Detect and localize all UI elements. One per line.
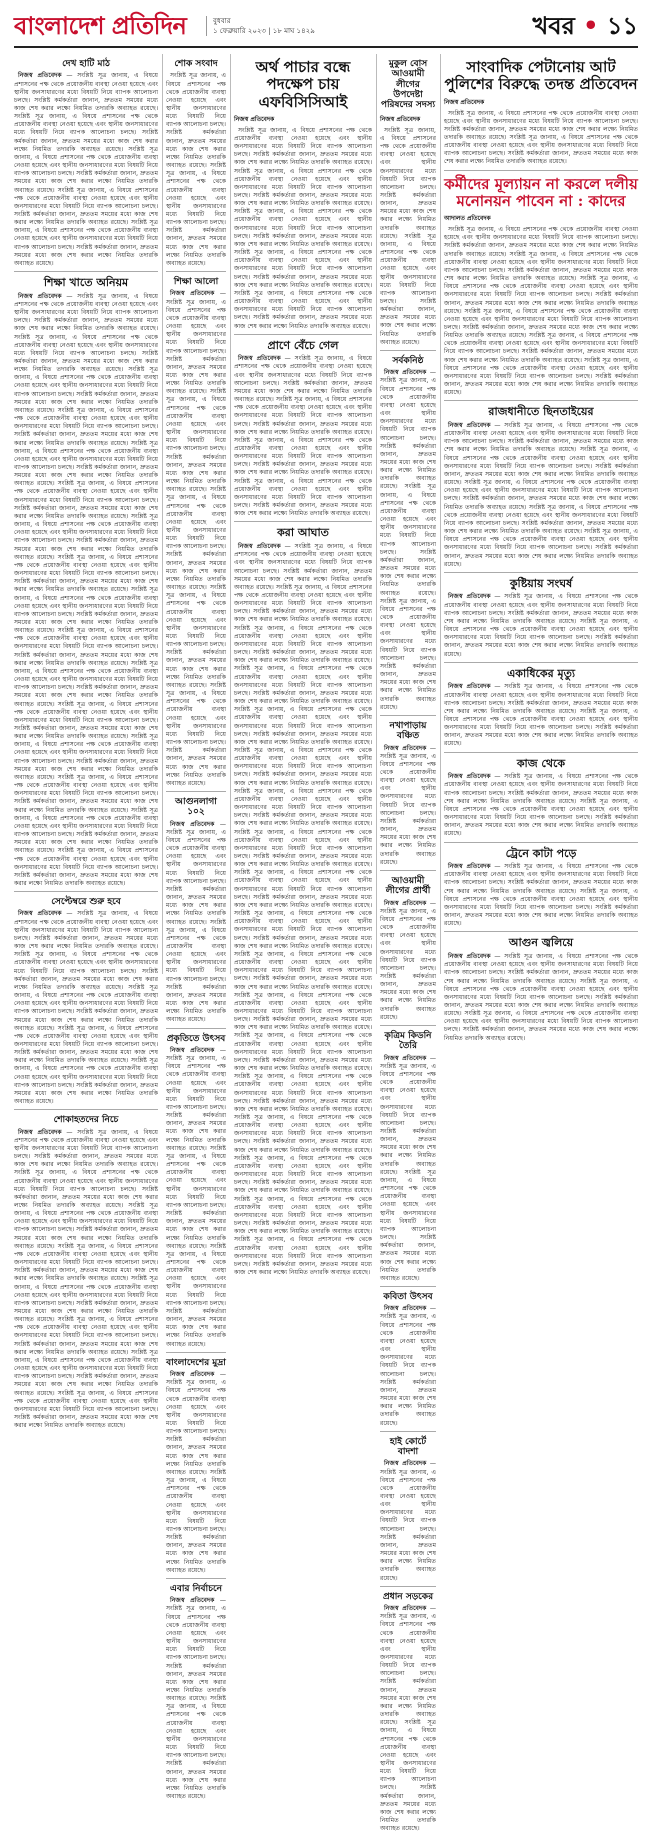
article-dekh-haat [14, 59, 158, 268]
masthead [14, 12, 638, 48]
article-body: নিজস্ব প্রতিবেদক — সংশ্লিষ্ট সূত্র জানায়, এ বিষয়ে প্রশাসনের পক্ষ থেকে প্রয়োজনীয় ব্যবস্থা নেওয়া হয়েছে এবং স্থানীয় জনসাধারণের মধ্যে বিষয়টি নিয়ে ব্যাপক আলোচনা চলছে। সংশ্লিষ্ট কর্মকর্তারা জানান, দ্রুততম সময়ের মধ্যে কাজ শেষ করার লক্ষ্যে নিয়মিত তদারকি অব্যাহত রয়েছে। সংশ্লিষ্ট সূত্র জানায়, এ বিষয়ে প্রশাসনের পক্ষ থেকে প্রয়োজনীয় ব্যবস্থা নেওয়া হয়েছে এবং স্থানীয় জনসাধারণের মধ্যে বিষয়টি নিয়ে ব্যাপক আলোচনা চলছে। সংশ্লিষ্ট কর্মকর্তারা জানান, দ্রুততম সময়ের মধ্যে কাজ শেষ করার লক্ষ্যে নিয়মিত তদারকি অব্যাহত রয়েছে। সংশ্লিষ্ট সূত্র জানায়, এ বিষয়ে প্রশাসনের পক্ষ থেকে প্রয়োজনীয় ব্যবস্থা নেওয়া হয়েছে এবং স্থানীয় জনসাধারণের মধ্যে বিষয়টি নিয়ে ব্যাপক আলোচনা চলছে। সংশ্লিষ্ট কর্মকর্তারা জানান, দ্রুততম সময়ের মধ্যে কাজ শেষ করার লক্ষ্যে নিয়মিত তদারকি অব্যাহত রয়েছে। সংশ্লিষ্ট সূত্র জানায়, এ বিষয়ে প্রশাসনের পক্ষ থেকে প্রয়োজনীয় ব্যবস্থা নেওয়া হয়েছে এবং স্থানীয় জনসাধারণের মধ্যে বিষয়টি নিয়ে ব্যাপক আলোচনা চলছে। সংশ্লিষ্ট কর্মকর্তারা জানান, দ্রুততম সময়ের মধ্যে কাজ শেষ করার লক্ষ্যে নিয়মিত তদারকি অব্যাহত রয়েছে। সংশ্লিষ্ট সূত্র জানায়, এ বিষয়ে প্রশাসনের পক্ষ থেকে প্রয়োজনীয় ব্যবস্থা নেওয়া হয়েছে এবং স্থানীয় জনসাধারণের মধ্যে বিষয়টি নিয়ে ব্যাপক আলোচনা চলছে। সংশ্লিষ্ট কর্মকর্তারা জানান, দ্রুততম সময়ের মধ্যে কাজ শেষ করার লক্ষ্যে নিয়মিত তদারকি অব্যাহত রয়েছে। [14, 910, 159, 1106]
article-pradhan [380, 1592, 436, 1833]
divider [380, 715, 436, 716]
article-body: নিজস্ব প্রতিবেদক — সংশ্লিষ্ট সূত্র জানায়, এ বিষয়ে প্রশাসনের পক্ষ থেকে প্রয়োজনীয় ব্যবস্থা নেওয়া হয়েছে এবং স্থানীয় জনসাধারণের মধ্যে বিষয়টি নিয়ে ব্যাপক আলোচনা চলছে। সংশ্লিষ্ট কর্মকর্তারা জানান, দ্রুততম সময়ের মধ্যে কাজ শেষ করার লক্ষ্যে নিয়মিত তদারকি অব্যাহত রয়েছে। সংশ্লিষ্ট সূত্র জানায়, এ বিষয়ে প্রশাসনের পক্ষ থেকে প্রয়োজনীয় ব্যবস্থা নেওয়া হয়েছে এবং স্থানীয় জনসাধারণের মধ্যে বিষয়টি নিয়ে ব্যাপক আলোচনা চলছে। সংশ্লিষ্ট কর্মকর্তারা জানান, দ্রুততম সময়ের মধ্যে কাজ শেষ করার লক্ষ্যে নিয়মিত তদারকি অব্যাহত রয়েছে। সংশ্লিষ্ট সূত্র জানায়, এ বিষয়ে প্রশাসনের পক্ষ থেকে প্রয়োজনীয় ব্যবস্থা নেওয়া হয়েছে এবং স্থানীয় জনসাধারণের মধ্যে বিষয়টি নিয়ে ব্যাপক আলোচনা চলছে। সংশ্লিষ্ট কর্মকর্তারা জানান, দ্রুততম সময়ের মধ্যে কাজ শেষ করার লক্ষ্যে নিয়মিত তদারকি অব্যাহত রয়েছে। সংশ্লিষ্ট সূত্র জানায়, এ বিষয়ে প্রশাসনের পক্ষ থেকে প্রয়োজনীয় ব্যবস্থা নেওয়া হয়েছে এবং স্থানীয় জনসাধারণের মধ্যে বিষয়টি নিয়ে ব্যাপক আলোচনা চলছে। সংশ্লিষ্ট কর্মকর্তারা জানান, দ্রুততম সময়ের মধ্যে কাজ শেষ করার লক্ষ্যে নিয়মিত তদারকি অব্যাহত রয়েছে। সংশ্লিষ্ট সূত্র জানায়, এ বিষয়ে প্রশাসনের পক্ষ থেকে প্রয়োজনীয় ব্যবস্থা নেওয়া হয়েছে এবং স্থানীয় জনসাধারণের মধ্যে বিষয়টি নিয়ে ব্যাপক আলোচনা চলছে। সংশ্লিষ্ট কর্মকর্তারা জানান, দ্রুততম সময়ের মধ্যে কাজ শেষ করার লক্ষ্যে নিয়মিত তদারকি অব্যাহত রয়েছে। সংশ্লিষ্ট সূত্র জানায়, এ বিষয়ে প্রশাসনের পক্ষ থেকে প্রয়োজনীয় ব্যবস্থা নেওয়া হয়েছে এবং স্থানীয় জনসাধারণের মধ্যে বিষয়টি নিয়ে ব্যাপক আলোচনা চলছে। সংশ্লিষ্ট কর্মকর্তারা জানান, দ্রুততম সময়ের মধ্যে কাজ শেষ করার লক্ষ্যে নিয়মিত তদারকি অব্যাহত রয়েছে। সংশ্লিষ্ট সূত্র জানায়, এ বিষয়ে প্রশাসনের পক্ষ থেকে প্রয়োজনীয় ব্যবস্থা নেওয়া হয়েছে এবং স্থানীয় জনসাধারণের মধ্যে বিষয়টি নিয়ে ব্যাপক আলোচনা চলছে। সংশ্লিষ্ট কর্মকর্তারা জানান, দ্রুততম সময়ের মধ্যে কাজ শেষ করার লক্ষ্যে নিয়মিত তদারকি অব্যাহত রয়েছে। সংশ্লিষ্ট সূত্র জানায়, এ বিষয়ে প্রশাসনের পক্ষ থেকে প্রয়োজনীয় ব্যবস্থা নেওয়া হয়েছে এবং স্থানীয় জনসাধারণের মধ্যে বিষয়টি নিয়ে ব্যাপক আলোচনা চলছে। সংশ্লিষ্ট কর্মকর্তারা জানান, দ্রুততম সময়ের মধ্যে কাজ শেষ করার লক্ষ্যে নিয়মিত তদারকি অব্যাহত রয়েছে। সংশ্লিষ্ট সূত্র জানায়, এ বিষয়ে প্রশাসনের পক্ষ থেকে প্রয়োজনীয় ব্যবস্থা নেওয়া হয়েছে এবং স্থানীয় জনসাধারণের মধ্যে বিষয়টি নিয়ে ব্যাপক আলোচনা চলছে। সংশ্লিষ্ট কর্মকর্তারা জানান, দ্রুততম সময়ের মধ্যে কাজ শেষ করার লক্ষ্যে নিয়মিত তদারকি অব্যাহত রয়েছে। সংশ্লিষ্ট সূত্র জানায়, এ বিষয়ে প্রশাসনের পক্ষ থেকে প্রয়োজনীয় ব্যবস্থা নেওয়া হয়েছে এবং স্থানীয় জনসাধারণের মধ্যে বিষয়টি নিয়ে ব্যাপক আলোচনা চলছে। সংশ্লিষ্ট কর্মকর্তারা জানান, দ্রুততম সময়ের মধ্যে কাজ শেষ করার লক্ষ্যে নিয়মিত তদারকি অব্যাহত রয়েছে। সংশ্লিষ্ট সূত্র জানায়, এ বিষয়ে প্রশাসনের পক্ষ থেকে প্রয়োজনীয় ব্যবস্থা নেওয়া হয়েছে এবং স্থানীয় জনসাধারণের মধ্যে বিষয়টি নিয়ে ব্যাপক আলোচনা চলছে। সংশ্লিষ্ট কর্মকর্তারা জানান, দ্রুততম সময়ের মধ্যে কাজ শেষ করার লক্ষ্যে নিয়মিত তদারকি অব্যাহত রয়েছে। সংশ্লিষ্ট সূত্র জানায়, এ বিষয়ে প্রশাসনের পক্ষ থেকে প্রয়োজনীয় ব্যবস্থা নেওয়া হয়েছে এবং স্থানীয় জনসাধারণের মধ্যে বিষয়টি নিয়ে ব্যাপক আলোচনা চলছে। সংশ্লিষ্ট কর্মকর্তারা জানান, দ্রুততম সময়ের মধ্যে কাজ শেষ করার লক্ষ্যে নিয়মিত তদারকি অব্যাহত রয়েছে। সংশ্লিষ্ট সূত্র জানায়, এ বিষয়ে প্রশাসনের পক্ষ থেকে প্রয়োজনীয় ব্যবস্থা নেওয়া হয়েছে এবং স্থানীয় জনসাধারণের মধ্যে বিষয়টি নিয়ে ব্যাপক আলোচনা চলছে। সংশ্লিষ্ট কর্মকর্তারা জানান, দ্রুততম সময়ের মধ্যে কাজ শেষ করার লক্ষ্যে নিয়মিত তদারকি অব্যাহত রয়েছে। সংশ্লিষ্ট সূত্র জানায়, এ বিষয়ে প্রশাসনের পক্ষ থেকে প্রয়োজনীয় ব্যবস্থা নেওয়া হয়েছে এবং স্থানীয় জনসাধারণের মধ্যে বিষয়টি নিয়ে ব্যাপক আলোচনা চলছে। সংশ্লিষ্ট কর্মকর্তারা জানান, দ্রুততম সময়ের মধ্যে কাজ শেষ করার লক্ষ্যে নিয়মিত তদারকি অব্যাহত রয়েছে। সংশ্লিষ্ট সূত্র জানায়, এ বিষয়ে প্রশাসনের পক্ষ থেকে প্রয়োজনীয় ব্যবস্থা নেওয়া হয়েছে এবং স্থানীয় জনসাধারণের মধ্যে বিষয়টি নিয়ে ব্যাপক আলোচনা চলছে। সংশ্লিষ্ট কর্মকর্তারা জানান, দ্রুততম সময়ের মধ্যে কাজ শেষ করার লক্ষ্যে নিয়মিত তদারকি অব্যাহত রয়েছে। সংশ্লিষ্ট সূত্র জানায়, এ বিষয়ে প্রশাসনের পক্ষ থেকে প্রয়োজনীয় ব্যবস্থা নেওয়া হয়েছে এবং স্থানীয় জনসাধারণের মধ্যে বিষয়টি নিয়ে ব্যাপক আলোচনা চলছে। সংশ্লিষ্ট কর্মকর্তারা জানান, দ্রুততম সময়ের মধ্যে কাজ শেষ করার লক্ষ্যে নিয়মিত তদারকি অব্যাহত রয়েছে। সংশ্লিষ্ট সূত্র জানায়, এ বিষয়ে প্রশাসনের পক্ষ থেকে প্রয়োজনীয় ব্যবস্থা নেওয়া হয়েছে এবং স্থানীয় জনসাধারণের মধ্যে বিষয়টি নিয়ে ব্যাপক আলোচনা চলছে। সংশ্লিষ্ট কর্মকর্তারা জানান, দ্রুততম সময়ের মধ্যে কাজ শেষ করার লক্ষ্যে নিয়মিত তদারকি অব্যাহত রয়েছে। সংশ্লিষ্ট সূত্র জানায়, এ বিষয়ে প্রশাসনের পক্ষ থেকে প্রয়োজনীয় ব্যবস্থা নেওয়া হয়েছে এবং স্থানীয় জনসাধারণের মধ্যে বিষয়টি নিয়ে ব্যাপক আলোচনা চলছে। সংশ্লিষ্ট কর্মকর্তারা জানান, দ্রুততম সময়ের মধ্যে কাজ শেষ করার লক্ষ্যে নিয়মিত তদারকি অব্যাহত রয়েছে। [234, 543, 373, 1276]
newspaper-logo: বাংলাদেশ প্রতিদিন [14, 11, 187, 40]
divider [380, 1586, 436, 1587]
article-body: নিজস্ব প্রতিবেদক — সংশ্লিষ্ট সূত্র জানায়, এ বিষয়ে প্রশাসনের পক্ষ থেকে প্রয়োজনীয় ব্যবস্থা নেওয়া হয়েছে এবং স্থানীয় জনসাধারণের মধ্যে বিষয়টি নিয়ে ব্যাপক আলোচনা চলছে। সংশ্লিষ্ট কর্মকর্তারা জানান, দ্রুততম সময়ের মধ্যে কাজ শেষ করার লক্ষ্যে নিয়মিত তদারকি অব্যাহত রয়েছে। সংশ্লিষ্ট সূত্র জানায়, এ বিষয়ে প্রশাসনের পক্ষ থেকে প্রয়োজনীয় ব্যবস্থা নেওয়া হয়েছে এবং স্থানীয় জনসাধারণের মধ্যে বিষয়টি নিয়ে ব্যাপক আলোচনা চলছে। সংশ্লিষ্ট কর্মকর্তারা জানান, দ্রুততম সময়ের মধ্যে কাজ শেষ করার লক্ষ্যে নিয়মিত তদারকি অব্যাহত রয়েছে। [166, 1371, 226, 1574]
article-headline: কুষ্টিয়ায় সংঘর্ষ [509, 576, 573, 590]
column-rule [440, 54, 441, 974]
divider [14, 271, 158, 272]
article-lead [234, 59, 372, 331]
article-shikkha-alo [166, 277, 226, 788]
article-body: নিজস্ব প্রতিবেদক — সংশ্লিষ্ট সূত্র জানায়, এ বিষয়ে প্রশাসনের পক্ষ থেকে প্রয়োজনীয় ব্যবস্থা নেওয়া হয়েছে এবং স্থানীয় জনসাধারণের মধ্যে বিষয়টি নিয়ে ব্যাপক আলোচনা চলছে। সংশ্লিষ্ট কর্মকর্তারা জানান, দ্রুততম সময়ের মধ্যে কাজ শেষ করার লক্ষ্যে নিয়মিত তদারকি অব্যাহত রয়েছে। [380, 1305, 436, 1427]
article-headline: সর্বকনিষ্ঠ [392, 355, 424, 366]
article-sangbadik [444, 59, 638, 167]
article-headline: প্রকৃতিতে উৎসব [166, 1033, 226, 1044]
article-body: নিজস্ব প্রতিবেদক — সংশ্লিষ্ট সূত্র জানায়, এ বিষয়ে প্রশাসনের পক্ষ থেকে প্রয়োজনীয় ব্যবস্থা নেওয়া হয়েছে এবং স্থানীয় জনসাধারণের মধ্যে বিষয়টি নিয়ে ব্যাপক আলোচনা চলছে। সংশ্লিষ্ট কর্মকর্তারা জানান, দ্রুততম সময়ের মধ্যে কাজ শেষ করার লক্ষ্যে নিয়মিত তদারকি অব্যাহত রয়েছে। [380, 744, 436, 866]
article-prokriti [166, 1034, 226, 1349]
article-rajdhani [444, 406, 638, 568]
article-body: নিজস্ব প্রতিবেদক — সংশ্লিষ্ট সূত্র জানায়, এ বিষয়ে প্রশাসনের পক্ষ থেকে প্রয়োজনীয় ব্যবস্থা নেওয়া হয়েছে এবং স্থানীয় জনসাধারণের মধ্যে বিষয়টি নিয়ে ব্যাপক আলোচনা চলছে। সংশ্লিষ্ট কর্মকর্তারা জানান, দ্রুততম সময়ের মধ্যে কাজ শেষ করার লক্ষ্যে নিয়মিত তদারকি অব্যাহত রয়েছে। সংশ্লিষ্ট সূত্র জানায়, এ বিষয়ে প্রশাসনের পক্ষ থেকে প্রয়োজনীয় ব্যবস্থা নেওয়া হয়েছে এবং স্থানীয় জনসাধারণের মধ্যে বিষয়টি নিয়ে ব্যাপক আলোচনা চলছে। সংশ্লিষ্ট কর্মকর্তারা জানান, দ্রুততম সময়ের মধ্যে কাজ শেষ করার লক্ষ্যে নিয়মিত তদারকি অব্যাহত রয়েছে। [380, 1605, 436, 1833]
article-headline: ট্রেনে কাটা পড়ে [505, 846, 577, 860]
divider [380, 1431, 436, 1432]
column-4 [380, 54, 436, 1833]
divider [444, 662, 638, 663]
article-aagunlagno [166, 797, 226, 1025]
divider [444, 752, 638, 753]
article-body: নিজস্ব প্রতিবেদক — সংশ্লিষ্ট সূত্র জানায়, এ বিষয়ে প্রশাসনের পক্ষ থেকে প্রয়োজনীয় ব্যবস্থা নেওয়া হয়েছে এবং স্থানীয় জনসাধারণের মধ্যে বিষয়টি নিয়ে ব্যাপক আলোচনা চলছে। সংশ্লিষ্ট কর্মকর্তারা জানান, দ্রুততম সময়ের মধ্যে কাজ শেষ করার লক্ষ্যে নিয়মিত তদারকি অব্যাহত রয়েছে। সংশ্লিষ্ট সূত্র জানায়, এ বিষয়ে প্রশাসনের পক্ষ থেকে প্রয়োজনীয় ব্যবস্থা নেওয়া হয়েছে এবং স্থানীয় জনসাধারণের মধ্যে বিষয়টি নিয়ে ব্যাপক আলোচনা চলছে। সংশ্লিষ্ট কর্মকর্তারা জানান, দ্রুততম সময়ের মধ্যে কাজ শেষ করার লক্ষ্যে নিয়মিত তদারকি অব্যাহত রয়েছে। সংশ্লিষ্ট সূত্র জানায়, এ বিষয়ে প্রশাসনের পক্ষ থেকে প্রয়োজনীয় ব্যবস্থা নেওয়া হয়েছে এবং স্থানীয় জনসাধারণের মধ্যে বিষয়টি নিয়ে ব্যাপক আলোচনা চলছে। সংশ্লিষ্ট কর্মকর্তারা জানান, দ্রুততম সময়ের মধ্যে কাজ শেষ করার লক্ষ্যে নিয়মিত তদারকি অব্যাহত রয়েছে। সংশ্লিষ্ট সূত্র জানায়, এ বিষয়ে প্রশাসনের পক্ষ থেকে প্রয়োজনীয় ব্যবস্থা নেওয়া হয়েছে এবং স্থানীয় জনসাধারণের মধ্যে বিষয়টি নিয়ে ব্যাপক আলোচনা চলছে। সংশ্লিষ্ট কর্মকর্তারা জানান, দ্রুততম সময়ের মধ্যে কাজ শেষ করার লক্ষ্যে নিয়মিত তদারকি অব্যাহত রয়েছে। সংশ্লিষ্ট সূত্র জানায়, এ বিষয়ে প্রশাসনের পক্ষ থেকে প্রয়োজনীয় ব্যবস্থা নেওয়া হয়েছে এবং স্থানীয় জনসাধারণের মধ্যে বিষয়টি নিয়ে ব্যাপক আলোচনা চলছে। সংশ্লিষ্ট কর্মকর্তারা জানান, দ্রুততম সময়ের মধ্যে কাজ শেষ করার লক্ষ্যে নিয়মিত তদারকি অব্যাহত রয়েছে। [166, 290, 226, 787]
article-byline: নিজস্ব প্রতিবেদক [380, 115, 421, 123]
divider [166, 271, 226, 272]
article-kritrim [380, 1031, 436, 1283]
article-headline: দেখ হাটি মাঠ [62, 59, 110, 69]
article-headline: করা আঘাত [277, 526, 329, 540]
issue-date-text: ১ ফেব্রুয়ারি ২০২৩ | ১৮ মাঘ ১৪২৯ [213, 27, 315, 35]
divider [380, 870, 436, 871]
article-kora-aghat [234, 527, 372, 1277]
divider [380, 350, 436, 351]
article-body: নিজস্ব প্রতিবেদক — সংশ্লিষ্ট সূত্র জানায়, এ বিষয়ে প্রশাসনের পক্ষ থেকে প্রয়োজনীয় ব্যবস্থা নেওয়া হয়েছে এবং স্থানীয় জনসাধারণের মধ্যে বিষয়টি নিয়ে ব্যাপক আলোচনা চলছে। সংশ্লিষ্ট কর্মকর্তারা জানান, দ্রুততম সময়ের মধ্যে কাজ শেষ করার লক্ষ্যে নিয়মিত তদারকি অব্যাহত রয়েছে। সংশ্লিষ্ট সূত্র জানায়, এ বিষয়ে প্রশাসনের পক্ষ থেকে প্রয়োজনীয় ব্যবস্থা নেওয়া হয়েছে এবং স্থানীয় জনসাধারণের মধ্যে বিষয়টি নিয়ে ব্যাপক আলোচনা চলছে। সংশ্লিষ্ট কর্মকর্তারা জানান, দ্রুততম সময়ের মধ্যে কাজ শেষ করার লক্ষ্যে নিয়মিত তদারকি অব্যাহত রয়েছে। সংশ্লিষ্ট সূত্র জানায়, এ বিষয়ে প্রশাসনের পক্ষ থেকে প্রয়োজনীয় ব্যবস্থা নেওয়া হয়েছে এবং স্থানীয় জনসাধারণের মধ্যে বিষয়টি নিয়ে ব্যাপক আলোচনা চলছে। সংশ্লিষ্ট কর্মকর্তারা জানান, দ্রুততম সময়ের মধ্যে কাজ শেষ করার লক্ষ্যে নিয়মিত তদারকি অব্যাহত রয়েছে। সংশ্লিষ্ট সূত্র জানায়, এ বিষয়ে প্রশাসনের পক্ষ থেকে প্রয়োজনীয় ব্যবস্থা নেওয়া হয়েছে এবং স্থানীয় জনসাধারণের মধ্যে বিষয়টি নিয়ে ব্যাপক আলোচনা চলছে। সংশ্লিষ্ট কর্মকর্তারা জানান, দ্রুততম সময়ের মধ্যে কাজ শেষ করার লক্ষ্যে নিয়মিত তদারকি অব্যাহত রয়েছে। সংশ্লিষ্ট সূত্র জানায়, এ বিষয়ে প্রশাসনের পক্ষ থেকে প্রয়োজনীয় ব্যবস্থা নেওয়া হয়েছে এবং স্থানীয় জনসাধারণের মধ্যে বিষয়টি নিয়ে ব্যাপক আলোচনা চলছে। সংশ্লিষ্ট কর্মকর্তারা জানান, দ্রুততম সময়ের মধ্যে কাজ শেষ করার লক্ষ্যে নিয়মিত তদারকি অব্যাহত রয়েছে। [444, 422, 639, 568]
divider [14, 891, 158, 892]
column-5 [444, 54, 639, 1042]
article-bangladesh-mudra [166, 1358, 226, 1575]
issue-day: বুধবার [213, 17, 231, 25]
article-body: নিজস্ব প্রতিবেদক — সংশ্লিষ্ট সূত্র জানায়, এ বিষয়ে প্রশাসনের পক্ষ থেকে প্রয়োজনীয় ব্যবস্থা নেওয়া হয়েছে এবং স্থানীয় জনসাধারণের মধ্যে বিষয়টি নিয়ে ব্যাপক আলোচনা চলছে। সংশ্লিষ্ট কর্মকর্তারা জানান, দ্রুততম সময়ের মধ্যে কাজ শেষ করার লক্ষ্যে নিয়মিত তদারকি অব্যাহত রয়েছে। সংশ্লিষ্ট সূত্র জানায়, এ বিষয়ে প্রশাসনের পক্ষ থেকে প্রয়োজনীয় ব্যবস্থা নেওয়া হয়েছে এবং স্থানীয় জনসাধারণের মধ্যে বিষয়টি নিয়ে ব্যাপক আলোচনা চলছে। সংশ্লিষ্ট কর্মকর্তারা জানান, দ্রুততম সময়ের মধ্যে কাজ শেষ করার লক্ষ্যে নিয়মিত তদারকি অব্যাহত রয়েছে। [380, 1054, 436, 1282]
article-body: নিজস্ব প্রতিবেদক — সংশ্লিষ্ট সূত্র জানায়, এ বিষয়ে প্রশাসনের পক্ষ থেকে প্রয়োজনীয় ব্যবস্থা নেওয়া হয়েছে এবং স্থানীয় জনসাধারণের মধ্যে বিষয়টি নিয়ে ব্যাপক আলোচনা চলছে। সংশ্লিষ্ট কর্মকর্তারা জানান, দ্রুততম সময়ের মধ্যে কাজ শেষ করার লক্ষ্যে নিয়মিত তদারকি অব্যাহত রয়েছে। সংশ্লিষ্ট সূত্র জানায়, এ বিষয়ে প্রশাসনের পক্ষ থেকে প্রয়োজনীয় ব্যবস্থা নেওয়া হয়েছে এবং স্থানীয় জনসাধারণের মধ্যে বিষয়টি নিয়ে ব্যাপক আলোচনা চলছে। সংশ্লিষ্ট কর্মকর্তারা জানান, দ্রুততম সময়ের মধ্যে কাজ শেষ করার লক্ষ্যে নিয়মিত তদারকি অব্যাহত রয়েছে। [444, 683, 639, 748]
article-byline: নিজস্ব প্রতিবেদক [444, 98, 485, 106]
article-shoksovay [14, 1115, 158, 1430]
column-2 [166, 54, 226, 1801]
section-title [532, 12, 638, 40]
column-3 [234, 54, 373, 1276]
article-shikkha [14, 277, 158, 888]
divider [444, 572, 638, 573]
divider [166, 1352, 226, 1353]
divider [444, 400, 638, 401]
article-body: সংশ্লিষ্ট সূত্র জানায়, এ বিষয়ে প্রশাসনের পক্ষ থেকে প্রয়োজনীয় ব্যবস্থা নেওয়া হয়েছে এবং স্থানীয় জনসাধারণের মধ্যে বিষয়টি নিয়ে ব্যাপক আলোচনা চলছে। সংশ্লিষ্ট কর্মকর্তারা জানান, দ্রুততম সময়ের মধ্যে কাজ শেষ করার লক্ষ্যে নিয়মিত তদারকি অব্যাহত রয়েছে। সংশ্লিষ্ট সূত্র জানায়, এ বিষয়ে প্রশাসনের পক্ষ থেকে প্রয়োজনীয় ব্যবস্থা নেওয়া হয়েছে এবং স্থানীয় জনসাধারণের মধ্যে বিষয়টি নিয়ে ব্যাপক আলোচনা চলছে। সংশ্লিষ্ট কর্মকর্তারা জানান, দ্রুততম সময়ের মধ্যে কাজ শেষ করার লক্ষ্যে নিয়মিত তদারকি অব্যাহত রয়েছে। [444, 109, 639, 166]
article-body: নিজস্ব প্রতিবেদক — সংশ্লিষ্ট সূত্র জানায়, এ বিষয়ে প্রশাসনের পক্ষ থেকে প্রয়োজনীয় ব্যবস্থা নেওয়া হয়েছে এবং স্থানীয় জনসাধারণের মধ্যে বিষয়টি নিয়ে ব্যাপক আলোচনা চলছে। সংশ্লিষ্ট কর্মকর্তারা জানান, দ্রুততম সময়ের মধ্যে কাজ শেষ করার লক্ষ্যে নিয়মিত তদারকি অব্যাহত রয়েছে। [380, 1460, 436, 1582]
issue-date [206, 16, 315, 36]
article-headline: কবিতা উৎসব [383, 1291, 433, 1302]
divider [380, 1286, 436, 1287]
article-sarkari [380, 356, 436, 712]
divider [14, 1109, 158, 1110]
divider [380, 1025, 436, 1026]
column-rule [162, 54, 163, 974]
article-body: নিজস্ব প্রতিবেদক — সংশ্লিষ্ট সূত্র জানায়, এ বিষয়ে প্রশাসনের পক্ষ থেকে প্রয়োজনীয় ব্যবস্থা নেওয়া হয়েছে এবং স্থানীয় জনসাধারণের মধ্যে বিষয়টি নিয়ে ব্যাপক আলোচনা চলছে। সংশ্লিষ্ট কর্মকর্তারা জানান, দ্রুততম সময়ের মধ্যে কাজ শেষ করার লক্ষ্যে নিয়মিত তদারকি অব্যাহত রয়েছে। সংশ্লিষ্ট সূত্র জানায়, এ বিষয়ে প্রশাসনের পক্ষ থেকে প্রয়োজনীয় ব্যবস্থা নেওয়া হয়েছে এবং স্থানীয় জনসাধারণের মধ্যে বিষয়টি নিয়ে ব্যাপক আলোচনা চলছে। সংশ্লিষ্ট কর্মকর্তারা জানান, দ্রুততম সময়ের মধ্যে কাজ শেষ করার লক্ষ্যে নিয়মিত তদারকি অব্যাহত রয়েছে। সংশ্লিষ্ট সূত্র জানায়, এ বিষয়ে প্রশাসনের পক্ষ থেকে প্রয়োজনীয় ব্যবস্থা নেওয়া হয়েছে এবং স্থানীয় জনসাধারণের মধ্যে বিষয়টি নিয়ে ব্যাপক আলোচনা চলছে। সংশ্লিষ্ট কর্মকর্তারা জানান, দ্রুততম সময়ের মধ্যে কাজ শেষ করার লক্ষ্যে নিয়মিত তদারকি অব্যাহত রয়েছে। সংশ্লিষ্ট সূত্র জানায়, এ বিষয়ে প্রশাসনের পক্ষ থেকে প্রয়োজনীয় ব্যবস্থা নেওয়া হয়েছে এবং স্থানীয় জনসাধারণের মধ্যে বিষয়টি নিয়ে ব্যাপক আলোচনা চলছে। সংশ্লিষ্ট কর্মকর্তারা জানান, দ্রুততম সময়ের মধ্যে কাজ শেষ করার লক্ষ্যে নিয়মিত তদারকি অব্যাহত রয়েছে। সংশ্লিষ্ট সূত্র জানায়, এ বিষয়ে প্রশাসনের পক্ষ থেকে প্রয়োজনীয় ব্যবস্থা নেওয়া হয়েছে এবং স্থানীয় জনসাধারণের মধ্যে বিষয়টি নিয়ে ব্যাপক আলোচনা চলছে। সংশ্লিষ্ট কর্মকর্তারা জানান, দ্রুততম সময়ের মধ্যে কাজ শেষ করার লক্ষ্যে নিয়মিত তদারকি অব্যাহত রয়েছে। সংশ্লিষ্ট সূত্র জানায়, এ বিষয়ে প্রশাসনের পক্ষ থেকে প্রয়োজনীয় ব্যবস্থা নেওয়া হয়েছে এবং স্থানীয় জনসাধারণের মধ্যে বিষয়টি নিয়ে ব্যাপক আলোচনা চলছে। সংশ্লিষ্ট কর্মকর্তারা জানান, দ্রুততম সময়ের মধ্যে কাজ শেষ করার লক্ষ্যে নিয়মিত তদারকি অব্যাহত রয়েছে। সংশ্লিষ্ট সূত্র জানায়, এ বিষয়ে প্রশাসনের পক্ষ থেকে প্রয়োজনীয় ব্যবস্থা নেওয়া হয়েছে এবং স্থানীয় জনসাধারণের মধ্যে বিষয়টি নিয়ে ব্যাপক আলোচনা চলছে। সংশ্লিষ্ট কর্মকর্তারা জানান, দ্রুততম সময়ের মধ্যে কাজ শেষ করার লক্ষ্যে নিয়মিত তদারকি অব্যাহত রয়েছে। সংশ্লিষ্ট সূত্র জানায়, এ বিষয়ে প্রশাসনের পক্ষ থেকে প্রয়োজনীয় ব্যবস্থা নেওয়া হয়েছে এবং স্থানীয় জনসাধারণের মধ্যে বিষয়টি নিয়ে ব্যাপক আলোচনা চলছে। সংশ্লিষ্ট কর্মকর্তারা জানান, দ্রুততম সময়ের মধ্যে কাজ শেষ করার লক্ষ্যে নিয়মিত তদারকি অব্যাহত রয়েছে। সংশ্লিষ্ট সূত্র জানায়, এ বিষয়ে প্রশাসনের পক্ষ থেকে প্রয়োজনীয় ব্যবস্থা নেওয়া হয়েছে এবং স্থানীয় জনসাধারণের মধ্যে বিষয়টি নিয়ে ব্যাপক আলোচনা চলছে। সংশ্লিষ্ট কর্মকর্তারা জানান, দ্রুততম সময়ের মধ্যে কাজ শেষ করার লক্ষ্যে নিয়মিত তদারকি অব্যাহত রয়েছে। সংশ্লিষ্ট সূত্র জানায়, এ বিষয়ে প্রশাসনের পক্ষ থেকে প্রয়োজনীয় ব্যবস্থা নেওয়া হয়েছে এবং স্থানীয় জনসাধারণের মধ্যে বিষয়টি নিয়ে ব্যাপক আলোচনা চলছে। সংশ্লিষ্ট কর্মকর্তারা জানান, দ্রুততম সময়ের মধ্যে কাজ শেষ করার লক্ষ্যে নিয়মিত তদারকি অব্যাহত রয়েছে। সংশ্লিষ্ট সূত্র জানায়, এ বিষয়ে প্রশাসনের পক্ষ থেকে প্রয়োজনীয় ব্যবস্থা নেওয়া হয়েছে এবং স্থানীয় জনসাধারণের মধ্যে বিষয়টি নিয়ে ব্যাপক আলোচনা চলছে। সংশ্লিষ্ট কর্মকর্তারা জানান, দ্রুততম সময়ের মধ্যে কাজ শেষ করার লক্ষ্যে নিয়মিত তদারকি অব্যাহত রয়েছে। সংশ্লিষ্ট সূত্র জানায়, এ বিষয়ে প্রশাসনের পক্ষ থেকে প্রয়োজনীয় ব্যবস্থা নেওয়া হয়েছে এবং স্থানীয় জনসাধারণের মধ্যে বিষয়টি নিয়ে ব্যাপক আলোচনা চলছে। সংশ্লিষ্ট কর্মকর্তারা জানান, দ্রুততম সময়ের মধ্যে কাজ শেষ করার লক্ষ্যে নিয়মিত তদারকি অব্যাহত রয়েছে। সংশ্লিষ্ট সূত্র জানায়, এ বিষয়ে প্রশাসনের পক্ষ থেকে প্রয়োজনীয় ব্যবস্থা নেওয়া হয়েছে এবং স্থানীয় জনসাধারণের মধ্যে বিষয়টি নিয়ে ব্যাপক আলোচনা চলছে। সংশ্লিষ্ট কর্মকর্তারা জানান, দ্রুততম সময়ের মধ্যে কাজ শেষ করার লক্ষ্যে নিয়মিত তদারকি অব্যাহত রয়েছে। সংশ্লিষ্ট সূত্র জানায়, এ বিষয়ে প্রশাসনের পক্ষ থেকে প্রয়োজনীয় ব্যবস্থা নেওয়া হয়েছে এবং স্থানীয় জনসাধারণের মধ্যে বিষয়টি নিয়ে ব্যাপক আলোচনা চলছে। সংশ্লিষ্ট কর্মকর্তারা জানান, দ্রুততম সময়ের মধ্যে কাজ শেষ করার লক্ষ্যে নিয়মিত তদারকি অব্যাহত রয়েছে। সংশ্লিষ্ট সূত্র জানায়, এ বিষয়ে প্রশাসনের পক্ষ থেকে প্রয়োজনীয় ব্যবস্থা নেওয়া হয়েছে এবং স্থানীয় জনসাধারণের মধ্যে বিষয়টি নিয়ে ব্যাপক আলোচনা চলছে। সংশ্লিষ্ট কর্মকর্তারা জানান, দ্রুততম সময়ের মধ্যে কাজ শেষ করার লক্ষ্যে নিয়মিত তদারকি অব্যাহত রয়েছে। সংশ্লিষ্ট সূত্র জানায়, এ বিষয়ে প্রশাসনের পক্ষ থেকে প্রয়োজনীয় ব্যবস্থা নেওয়া হয়েছে এবং স্থানীয় জনসাধারণের মধ্যে বিষয়টি নিয়ে ব্যাপক আলোচনা চলছে। সংশ্লিষ্ট কর্মকর্তারা জানান, দ্রুততম সময়ের মধ্যে কাজ শেষ করার লক্ষ্যে নিয়মিত তদারকি অব্যাহত রয়েছে। [14, 292, 159, 887]
article-kuptithe [444, 578, 638, 659]
divider [444, 170, 638, 171]
article-kader [444, 176, 638, 398]
article-pranbhumi [234, 340, 372, 519]
article-body: নিজস্ব প্রতিবেদক — সংশ্লিষ্ট সূত্র জানায়, এ বিষয়ে প্রশাসনের পক্ষ থেকে প্রয়োজনীয় ব্যবস্থা নেওয়া হয়েছে এবং স্থানীয় জনসাধারণের মধ্যে বিষয়টি নিয়ে ব্যাপক আলোচনা চলছে। সংশ্লিষ্ট কর্মকর্তারা জানান, দ্রুততম সময়ের মধ্যে কাজ শেষ করার লক্ষ্যে নিয়মিত তদারকি অব্যাহত রয়েছে। সংশ্লিষ্ট সূত্র জানায়, এ বিষয়ে প্রশাসনের পক্ষ থেকে প্রয়োজনীয় ব্যবস্থা নেওয়া হয়েছে এবং স্থানীয় জনসাধারণের মধ্যে বিষয়টি নিয়ে ব্যাপক আলোচনা চলছে। সংশ্লিষ্ট কর্মকর্তারা জানান, দ্রুততম সময়ের মধ্যে কাজ শেষ করার লক্ষ্যে নিয়মিত তদারকি অব্যাহত রয়েছে। সংশ্লিষ্ট সূত্র জানায়, এ বিষয়ে প্রশাসনের পক্ষ থেকে প্রয়োজনীয় ব্যবস্থা নেওয়া হয়েছে এবং স্থানীয় জনসাধারণের মধ্যে বিষয়টি নিয়ে ব্যাপক আলোচনা চলছে। সংশ্লিষ্ট কর্মকর্তারা জানান, দ্রুততম সময়ের মধ্যে কাজ শেষ করার লক্ষ্যে নিয়মিত তদারকি অব্যাহত রয়েছে। সংশ্লিষ্ট সূত্র জানায়, এ বিষয়ে প্রশাসনের পক্ষ থেকে প্রয়োজনীয় ব্যবস্থা নেওয়া হয়েছে এবং স্থানীয় জনসাধারণের মধ্যে বিষয়টি নিয়ে ব্যাপক আলোচনা চলছে। সংশ্লিষ্ট কর্মকর্তারা জানান, দ্রুততম সময়ের মধ্যে কাজ শেষ করার লক্ষ্যে নিয়মিত তদারকি অব্যাহত রয়েছে। সংশ্লিষ্ট সূত্র জানায়, এ বিষয়ে প্রশাসনের পক্ষ থেকে প্রয়োজনীয় ব্যবস্থা নেওয়া হয়েছে এবং স্থানীয় জনসাধারণের মধ্যে বিষয়টি নিয়ে ব্যাপক আলোচনা চলছে। সংশ্লিষ্ট কর্মকর্তারা জানান, দ্রুততম সময়ের মধ্যে কাজ শেষ করার লক্ষ্যে নিয়মিত তদারকি অব্যাহত রয়েছে। সংশ্লিষ্ট সূত্র জানায়, এ বিষয়ে প্রশাসনের পক্ষ থেকে প্রয়োজনীয় ব্যবস্থা নেওয়া হয়েছে এবং স্থানীয় জনসাধারণের মধ্যে বিষয়টি নিয়ে ব্যাপক আলোচনা চলছে। সংশ্লিষ্ট কর্মকর্তারা জানান, দ্রুততম সময়ের মধ্যে কাজ শেষ করার লক্ষ্যে নিয়মিত তদারকি অব্যাহত রয়েছে। সংশ্লিষ্ট সূত্র জানায়, এ বিষয়ে প্রশাসনের পক্ষ থেকে প্রয়োজনীয় ব্যবস্থা নেওয়া হয়েছে এবং স্থানীয় জনসাধারণের মধ্যে বিষয়টি নিয়ে ব্যাপক আলোচনা চলছে। সংশ্লিষ্ট কর্মকর্তারা জানান, দ্রুততম সময়ের মধ্যে কাজ শেষ করার লক্ষ্যে নিয়মিত তদারকি অব্যাহত রয়েছে। সংশ্লিষ্ট সূত্র জানায়, এ বিষয়ে প্রশাসনের পক্ষ থেকে প্রয়োজনীয় ব্যবস্থা নেওয়া হয়েছে এবং স্থানীয় জনসাধারণের মধ্যে বিষয়টি নিয়ে ব্যাপক আলোচনা চলছে। সংশ্লিষ্ট কর্মকর্তারা জানান, দ্রুততম সময়ের মধ্যে কাজ শেষ করার লক্ষ্যে নিয়মিত তদারকি অব্যাহত রয়েছে। [14, 1128, 159, 1430]
article-ebar-nirbachon [166, 1584, 226, 1801]
article-body: নিজস্ব প্রতিবেদক — সংশ্লিষ্ট সূত্র জানায়, এ বিষয়ে প্রশাসনের পক্ষ থেকে প্রয়োজনীয় ব্যবস্থা নেওয়া হয়েছে এবং স্থানীয় জনসাধারণের মধ্যে বিষয়টি নিয়ে ব্যাপক আলোচনা চলছে। সংশ্লিষ্ট কর্মকর্তারা জানান, দ্রুততম সময়ের মধ্যে কাজ শেষ করার লক্ষ্যে নিয়মিত তদারকি অব্যাহত রয়েছে। সংশ্লিষ্ট সূত্র জানায়, এ বিষয়ে প্রশাসনের পক্ষ থেকে প্রয়োজনীয় ব্যবস্থা নেওয়া হয়েছে এবং স্থানীয় জনসাধারণের মধ্যে বিষয়টি নিয়ে ব্যাপক আলোচনা চলছে। সংশ্লিষ্ট কর্মকর্তারা জানান, দ্রুততম সময়ের মধ্যে কাজ শেষ করার লক্ষ্যে নিয়মিত তদারকি অব্যাহত রয়েছে। [444, 593, 639, 658]
article-mukul [380, 59, 436, 347]
article-body: নিজস্ব প্রতিবেদক — সংশ্লিষ্ট সূত্র জানায়, এ বিষয়ে প্রশাসনের পক্ষ থেকে প্রয়োজনীয় ব্যবস্থা নেওয়া হয়েছে এবং স্থানীয় জনসাধারণের মধ্যে বিষয়টি নিয়ে ব্যাপক আলোচনা চলছে। সংশ্লিষ্ট কর্মকর্তারা জানান, দ্রুততম সময়ের মধ্যে কাজ শেষ করার লক্ষ্যে নিয়মিত তদারকি অব্যাহত রয়েছে। সংশ্লিষ্ট সূত্র জানায়, এ বিষয়ে প্রশাসনের পক্ষ থেকে প্রয়োজনীয় ব্যবস্থা নেওয়া হয়েছে এবং স্থানীয় জনসাধারণের মধ্যে বিষয়টি নিয়ে ব্যাপক আলোচনা চলছে। সংশ্লিষ্ট কর্মকর্তারা জানান, দ্রুততম সময়ের মধ্যে কাজ শেষ করার লক্ষ্যে নিয়মিত তদারকি অব্যাহত রয়েছে। সংশ্লিষ্ট সূত্র জানায়, এ বিষয়ে প্রশাসনের পক্ষ থেকে প্রয়োজনীয় ব্যবস্থা নেওয়া হয়েছে এবং স্থানীয় জনসাধারণের মধ্যে বিষয়টি নিয়ে ব্যাপক আলোচনা চলছে। সংশ্লিষ্ট কর্মকর্তারা জানান, দ্রুততম সময়ের মধ্যে কাজ শেষ করার লক্ষ্যে নিয়মিত তদারকি অব্যাহত রয়েছে। [444, 953, 639, 1042]
article-headline: সেপ্টেম্বরে শুরু হবে [51, 897, 121, 908]
article-trene-kata [444, 848, 638, 929]
column-rule [376, 54, 377, 974]
article-sanlagna [14, 897, 158, 1106]
article-body: নিজস্ব প্রতিবেদক — সংশ্লিষ্ট সূত্র জানায়, এ বিষয়ে প্রশাসনের পক্ষ থেকে প্রয়োজনীয় ব্যবস্থা নেওয়া হয়েছে এবং স্থানীয় জনসাধারণের মধ্যে বিষয়টি নিয়ে ব্যাপক আলোচনা চলছে। সংশ্লিষ্ট কর্মকর্তারা জানান, দ্রুততম সময়ের মধ্যে কাজ শেষ করার লক্ষ্যে নিয়মিত তদারকি অব্যাহত রয়েছে। সংশ্লিষ্ট সূত্র জানায়, এ বিষয়ে প্রশাসনের পক্ষ থেকে প্রয়োজনীয় ব্যবস্থা নেওয়া হয়েছে এবং স্থানীয় জনসাধারণের মধ্যে বিষয়টি নিয়ে ব্যাপক আলোচনা চলছে। সংশ্লিষ্ট কর্মকর্তারা জানান, দ্রুততম সময়ের মধ্যে কাজ শেষ করার লক্ষ্যে নিয়মিত তদারকি অব্যাহত রয়েছে। সংশ্লিষ্ট সূত্র জানায়, এ বিষয়ে প্রশাসনের পক্ষ থেকে প্রয়োজনীয় ব্যবস্থা নেওয়া হয়েছে এবং স্থানীয় জনসাধারণের মধ্যে বিষয়টি নিয়ে ব্যাপক আলোচনা চলছে। সংশ্লিষ্ট কর্মকর্তারা জানান, দ্রুততম সময়ের মধ্যে কাজ শেষ করার লক্ষ্যে নিয়মিত তদারকি অব্যাহত রয়েছে। সংশ্লিষ্ট সূত্র জানায়, এ বিষয়ে প্রশাসনের পক্ষ থেকে প্রয়োজনীয় ব্যবস্থা নেওয়া হয়েছে এবং স্থানীয় জনসাধারণের মধ্যে বিষয়টি নিয়ে ব্যাপক আলোচনা চলছে। সংশ্লিষ্ট কর্মকর্তারা জানান, দ্রুততম সময়ের মধ্যে কাজ শেষ করার লক্ষ্যে নিয়মিত তদারকি অব্যাহত রয়েছে। [234, 355, 373, 518]
article-headline: শোকাহতদের নিচে [53, 1115, 119, 1126]
article-byline: আদালত প্রতিবেদক [444, 215, 491, 223]
article-body: নিজস্ব প্রতিবেদক — সংশ্লিষ্ট সূত্র জানায়, এ বিষয়ে প্রশাসনের পক্ষ থেকে প্রয়োজনীয় ব্যবস্থা নেওয়া হয়েছে এবং স্থানীয় জনসাধারণের মধ্যে বিষয়টি নিয়ে ব্যাপক আলোচনা চলছে। সংশ্লিষ্ট কর্মকর্তারা জানান, দ্রুততম সময়ের মধ্যে কাজ শেষ করার লক্ষ্যে নিয়মিত তদারকি অব্যাহত রয়েছে। সংশ্লিষ্ট সূত্র জানায়, এ বিষয়ে প্রশাসনের পক্ষ থেকে প্রয়োজনীয় ব্যবস্থা নেওয়া হয়েছে এবং স্থানীয় জনসাধারণের মধ্যে বিষয়টি নিয়ে ব্যাপক আলোচনা চলছে। সংশ্লিষ্ট কর্মকর্তারা জানান, দ্রুততম সময়ের মধ্যে কাজ শেষ করার লক্ষ্যে নিয়মিত তদারকি অব্যাহত রয়েছে। সংশ্লিষ্ট সূত্র জানায়, এ বিষয়ে প্রশাসনের পক্ষ থেকে প্রয়োজনীয় ব্যবস্থা নেওয়া হয়েছে এবং স্থানীয় জনসাধারণের মধ্যে বিষয়টি নিয়ে ব্যাপক আলোচনা চলছে। সংশ্লিষ্ট কর্মকর্তারা জানান, দ্রুততম সময়ের মধ্যে কাজ শেষ করার লক্ষ্যে নিয়মিত তদারকি অব্যাহত রয়েছে। [380, 369, 436, 711]
article-headline: শিক্ষা খাতে অনিয়ম [43, 276, 129, 290]
article-headline: শোক সংবাদ [174, 59, 218, 69]
article-headline: সাংবাদিক পেটানোয় আট পুলিশের বিরুদ্ধে তদন্ত প্রতিবেদন [444, 58, 638, 94]
article-awami-prarthi [380, 876, 436, 1022]
article-body: নিজস্ব প্রতিবেদক — সংশ্লিষ্ট সূত্র জানায়, এ বিষয়ে প্রশাসনের পক্ষ থেকে প্রয়োজনীয় ব্যবস্থা নেওয়া হয়েছে এবং স্থানীয় জনসাধারণের মধ্যে বিষয়টি নিয়ে ব্যাপক আলোচনা চলছে। সংশ্লিষ্ট কর্মকর্তারা জানান, দ্রুততম সময়ের মধ্যে কাজ শেষ করার লক্ষ্যে নিয়মিত তদারকি অব্যাহত রয়েছে। সংশ্লিষ্ট সূত্র জানায়, এ বিষয়ে প্রশাসনের পক্ষ থেকে প্রয়োজনীয় ব্যবস্থা নেওয়া হয়েছে এবং স্থানীয় জনসাধারণের মধ্যে বিষয়টি নিয়ে ব্যাপক আলোচনা চলছে। সংশ্লিষ্ট কর্মকর্তারা জানান, দ্রুততম সময়ের মধ্যে কাজ শেষ করার লক্ষ্যে নিয়মিত তদারকি অব্যাহত রয়েছে। সংশ্লিষ্ট সূত্র জানায়, এ বিষয়ে প্রশাসনের পক্ষ থেকে প্রয়োজনীয় ব্যবস্থা নেওয়া হয়েছে এবং স্থানীয় জনসাধারণের মধ্যে বিষয়টি নিয়ে ব্যাপক আলোচনা চলছে। সংশ্লিষ্ট কর্মকর্তারা জানান, দ্রুততম সময়ের মধ্যে কাজ শেষ করার লক্ষ্যে নিয়মিত তদারকি অব্যাহত রয়েছে। [166, 1046, 226, 1348]
divider [444, 842, 638, 843]
article-body: নিজস্ব প্রতিবেদক — সংশ্লিষ্ট সূত্র জানায়, এ বিষয়ে প্রশাসনের পক্ষ থেকে প্রয়োজনীয় ব্যবস্থা নেওয়া হয়েছে এবং স্থানীয় জনসাধারণের মধ্যে বিষয়টি নিয়ে ব্যাপক আলোচনা চলছে। সংশ্লিষ্ট কর্মকর্তারা জানান, দ্রুততম সময়ের মধ্যে কাজ শেষ করার লক্ষ্যে নিয়মিত তদারকি অব্যাহত রয়েছে। [380, 899, 436, 1021]
article-body: নিজস্ব প্রতিবেদক — সংশ্লিষ্ট সূত্র জানায়, এ বিষয়ে প্রশাসনের পক্ষ থেকে প্রয়োজনীয় ব্যবস্থা নেওয়া হয়েছে এবং স্থানীয় জনসাধারণের মধ্যে বিষয়টি নিয়ে ব্যাপক আলোচনা চলছে। সংশ্লিষ্ট কর্মকর্তারা জানান, দ্রুততম সময়ের মধ্যে কাজ শেষ করার লক্ষ্যে নিয়মিত তদারকি অব্যাহত রয়েছে। সংশ্লিষ্ট সূত্র জানায়, এ বিষয়ে প্রশাসনের পক্ষ থেকে প্রয়োজনীয় ব্যবস্থা নেওয়া হয়েছে এবং স্থানীয় জনসাধারণের মধ্যে বিষয়টি নিয়ে ব্যাপক আলোচনা চলছে। সংশ্লিষ্ট কর্মকর্তারা জানান, দ্রুততম সময়ের মধ্যে কাজ শেষ করার লক্ষ্যে নিয়মিত তদারকি অব্যাহত রয়েছে। [444, 863, 639, 928]
article-headline: বাংলাদেশের মুদ্রা [166, 1357, 226, 1368]
divider [166, 791, 226, 792]
article-body: নিজস্ব প্রতিবেদক — সংশ্লিষ্ট সূত্র জানায়, এ বিষয়ে প্রশাসনের পক্ষ থেকে প্রয়োজনীয় ব্যবস্থা নেওয়া হয়েছে এবং স্থানীয় জনসাধারণের মধ্যে বিষয়টি নিয়ে ব্যাপক আলোচনা চলছে। সংশ্লিষ্ট কর্মকর্তারা জানান, দ্রুততম সময়ের মধ্যে কাজ শেষ করার লক্ষ্যে নিয়মিত তদারকি অব্যাহত রয়েছে। সংশ্লিষ্ট সূত্র জানায়, এ বিষয়ে প্রশাসনের পক্ষ থেকে প্রয়োজনীয় ব্যবস্থা নেওয়া হয়েছে এবং স্থানীয় জনসাধারণের মধ্যে বিষয়টি নিয়ে ব্যাপক আলোচনা চলছে। সংশ্লিষ্ট কর্মকর্তারা জানান, দ্রুততম সময়ের মধ্যে কাজ শেষ করার লক্ষ্যে নিয়মিত তদারকি অব্যাহত রয়েছে। [166, 1597, 226, 1801]
article-headline: কাজ থেকে [516, 756, 566, 770]
article-headline: কর্মীদের মূল্যায়ন না করলে দলীয় মনোনয়ন পাবেন না : কাদের [444, 174, 638, 210]
article-headline: আগুনলাগা ১০২ [175, 796, 217, 818]
article-headline: প্রাণে বেঁচে গেল [267, 338, 339, 352]
article-headline: রাজধানীতে ছিনতাইয়ের [488, 405, 594, 419]
article-body: সংশ্লিষ্ট সূত্র জানায়, এ বিষয়ে প্রশাসনের পক্ষ থেকে প্রয়োজনীয় ব্যবস্থা নেওয়া হয়েছে এবং স্থানীয় জনসাধারণের মধ্যে বিষয়টি নিয়ে ব্যাপক আলোচনা চলছে। সংশ্লিষ্ট কর্মকর্তারা জানান, দ্রুততম সময়ের মধ্যে কাজ শেষ করার লক্ষ্যে নিয়মিত তদারকি অব্যাহত রয়েছে। সংশ্লিষ্ট সূত্র জানায়, এ বিষয়ে প্রশাসনের পক্ষ থেকে প্রয়োজনীয় ব্যবস্থা নেওয়া হয়েছে এবং স্থানীয় জনসাধারণের মধ্যে বিষয়টি নিয়ে ব্যাপক আলোচনা চলছে। সংশ্লিষ্ট কর্মকর্তারা জানান, দ্রুততম সময়ের মধ্যে কাজ শেষ করার লক্ষ্যে নিয়মিত তদারকি অব্যাহত রয়েছে। সংশ্লিষ্ট সূত্র জানায়, এ বিষয়ে প্রশাসনের পক্ষ থেকে প্রয়োজনীয় ব্যবস্থা নেওয়া হয়েছে এবং স্থানীয় জনসাধারণের মধ্যে বিষয়টি নিয়ে ব্যাপক আলোচনা চলছে। সংশ্লিষ্ট কর্মকর্তারা জানান, দ্রুততম সময়ের মধ্যে কাজ শেষ করার লক্ষ্যে নিয়মিত তদারকি অব্যাহত রয়েছে। সংশ্লিষ্ট সূত্র জানায়, এ বিষয়ে প্রশাসনের পক্ষ থেকে প্রয়োজনীয় ব্যবস্থা নেওয়া হয়েছে এবং স্থানীয় জনসাধারণের মধ্যে বিষয়টি নিয়ে ব্যাপক আলোচনা চলছে। সংশ্লিষ্ট কর্মকর্তারা জানান, দ্রুততম সময়ের মধ্যে কাজ শেষ করার লক্ষ্যে নিয়মিত তদারকি অব্যাহত রয়েছে। সংশ্লিষ্ট সূত্র জানায়, এ বিষয়ে প্রশাসনের পক্ষ থেকে প্রয়োজনীয় ব্যবস্থা নেওয়া হয়েছে এবং স্থানীয় জনসাধারণের মধ্যে বিষয়টি নিয়ে ব্যাপক আলোচনা চলছে। সংশ্লিষ্ট কর্মকর্তারা জানান, দ্রুততম সময়ের মধ্যে কাজ শেষ করার লক্ষ্যে নিয়মিত তদারকি অব্যাহত রয়েছে। [234, 126, 372, 330]
article-headline: একাধিকের মৃত্যু [506, 666, 576, 680]
article-body: নিজস্ব প্রতিবেদক — সংশ্লিষ্ট সূত্র জানায়, এ বিষয়ে প্রশাসনের পক্ষ থেকে প্রয়োজনীয় ব্যবস্থা নেওয়া হয়েছে এবং স্থানীয় জনসাধারণের মধ্যে বিষয়টি নিয়ে ব্যাপক আলোচনা চলছে। সংশ্লিষ্ট কর্মকর্তারা জানান, দ্রুততম সময়ের মধ্যে কাজ শেষ করার লক্ষ্যে নিয়মিত তদারকি অব্যাহত রয়েছে। সংশ্লিষ্ট সূত্র জানায়, এ বিষয়ে প্রশাসনের পক্ষ থেকে প্রয়োজনীয় ব্যবস্থা নেওয়া হয়েছে এবং স্থানীয় জনসাধারণের মধ্যে বিষয়টি নিয়ে ব্যাপক আলোচনা চলছে। সংশ্লিষ্ট কর্মকর্তারা জানান, দ্রুততম সময়ের মধ্যে কাজ শেষ করার লক্ষ্যে নিয়মিত তদারকি অব্যাহত রয়েছে। সংশ্লিষ্ট সূত্র জানায়, এ বিষয়ে প্রশাসনের পক্ষ থেকে প্রয়োজনীয় ব্যবস্থা নেওয়া হয়েছে এবং স্থানীয় জনসাধারণের মধ্যে বিষয়টি নিয়ে ব্যাপক আলোচনা চলছে। সংশ্লিষ্ট কর্মকর্তারা জানান, দ্রুততম সময়ের মধ্যে কাজ শেষ করার লক্ষ্যে নিয়মিত তদারকি অব্যাহত রয়েছে। সংশ্লিষ্ট সূত্র জানায়, এ বিষয়ে প্রশাসনের পক্ষ থেকে প্রয়োজনীয় ব্যবস্থা নেওয়া হয়েছে এবং স্থানীয় জনসাধারণের মধ্যে বিষয়টি নিয়ে ব্যাপক আলোচনা চলছে। সংশ্লিষ্ট কর্মকর্তারা জানান, দ্রুততম সময়ের মধ্যে কাজ শেষ করার লক্ষ্যে নিয়মিত তদারকি অব্যাহত রয়েছে। সংশ্লিষ্ট সূত্র জানায়, এ বিষয়ে প্রশাসনের পক্ষ থেকে প্রয়োজনীয় ব্যবস্থা নেওয়া হয়েছে এবং স্থানীয় জনসাধারণের মধ্যে বিষয়টি নিয়ে ব্যাপক আলোচনা চলছে। সংশ্লিষ্ট কর্মকর্তারা জানান, দ্রুততম সময়ের মধ্যে কাজ শেষ করার লক্ষ্যে নিয়মিত তদারকি অব্যাহত রয়েছে। [14, 72, 159, 267]
divider [234, 521, 372, 522]
article-byline: নিজস্ব প্রতিবেদক [234, 115, 275, 123]
article-headline: প্রধান সড়কের [382, 1591, 434, 1602]
section-name: খবর [532, 11, 575, 40]
article-headline: শিক্ষা আলো [173, 277, 219, 288]
page-number: ১১ [606, 11, 638, 40]
article-headline: মুকুল বোস আওয়ামী লীগের উপদেষ্টা পরিষদের সদস্য [380, 59, 436, 111]
article-body: নিজস্ব প্রতিবেদক — সংশ্লিষ্ট সূত্র জানায়, এ বিষয়ে প্রশাসনের পক্ষ থেকে প্রয়োজনীয় ব্যবস্থা নেওয়া হয়েছে এবং স্থানীয় জনসাধারণের মধ্যে বিষয়টি নিয়ে ব্যাপক আলোচনা চলছে। সংশ্লিষ্ট কর্মকর্তারা জানান, দ্রুততম সময়ের মধ্যে কাজ শেষ করার লক্ষ্যে নিয়মিত তদারকি অব্যাহত রয়েছে। সংশ্লিষ্ট সূত্র জানায়, এ বিষয়ে প্রশাসনের পক্ষ থেকে প্রয়োজনীয় ব্যবস্থা নেওয়া হয়েছে এবং স্থানীয় জনসাধারণের মধ্যে বিষয়টি নিয়ে ব্যাপক আলোচনা চলছে। সংশ্লিষ্ট কর্মকর্তারা জানান, দ্রুততম সময়ের মধ্যে কাজ শেষ করার লক্ষ্যে নিয়মিত তদারকি অব্যাহত রয়েছে। [166, 820, 226, 1024]
divider [234, 334, 372, 335]
divider [444, 931, 638, 932]
article-body: সংশ্লিষ্ট সূত্র জানায়, এ বিষয়ে প্রশাসনের পক্ষ থেকে প্রয়োজনীয় ব্যবস্থা নেওয়া হয়েছে এবং স্থানীয় জনসাধারণের মধ্যে বিষয়টি নিয়ে ব্যাপক আলোচনা চলছে। সংশ্লিষ্ট কর্মকর্তারা জানান, দ্রুততম সময়ের মধ্যে কাজ শেষ করার লক্ষ্যে নিয়মিত তদারকি অব্যাহত রয়েছে। সংশ্লিষ্ট সূত্র জানায়, এ বিষয়ে প্রশাসনের পক্ষ থেকে প্রয়োজনীয় ব্যবস্থা নেওয়া হয়েছে এবং স্থানীয় জনসাধারণের মধ্যে বিষয়টি নিয়ে ব্যাপক আলোচনা চলছে। সংশ্লিষ্ট কর্মকর্তারা জানান, দ্রুততম সময়ের মধ্যে কাজ শেষ করার লক্ষ্যে নিয়মিত তদারকি অব্যাহত রয়েছে। [166, 72, 226, 267]
article-body: সংশ্লিষ্ট সূত্র জানায়, এ বিষয়ে প্রশাসনের পক্ষ থেকে প্রয়োজনীয় ব্যবস্থা নেওয়া হয়েছে এবং স্থানীয় জনসাধারণের মধ্যে বিষয়টি নিয়ে ব্যাপক আলোচনা চলছে। সংশ্লিষ্ট কর্মকর্তারা জানান, দ্রুততম সময়ের মধ্যে কাজ শেষ করার লক্ষ্যে নিয়মিত তদারকি অব্যাহত রয়েছে। সংশ্লিষ্ট সূত্র জানায়, এ বিষয়ে প্রশাসনের পক্ষ থেকে প্রয়োজনীয় ব্যবস্থা নেওয়া হয়েছে এবং স্থানীয় জনসাধারণের মধ্যে বিষয়টি নিয়ে ব্যাপক আলোচনা চলছে। সংশ্লিষ্ট কর্মকর্তারা জানান, দ্রুততম সময়ের মধ্যে কাজ শেষ করার লক্ষ্যে নিয়মিত তদারকি অব্যাহত রয়েছে। [380, 126, 436, 346]
section-dot: • [583, 11, 599, 40]
divider [166, 1028, 226, 1029]
article-agun-jhuliye [444, 937, 638, 1042]
article-headline: কৃত্রিম কিডনি তৈরি [384, 1030, 432, 1052]
column-1 [14, 54, 159, 1430]
article-headline: আগুন জ্বলিয়ে [508, 936, 574, 950]
article-shok-sangbad [166, 59, 226, 268]
article-nakhapara [380, 721, 436, 867]
divider [166, 1578, 226, 1579]
article-kobita [380, 1292, 436, 1428]
article-headline: হাই কোর্টে বাদশা [389, 1436, 427, 1457]
lead-headline: অর্থ পাচার বন্ধে পদক্ষেপ চায় এফবিসিসিআই [255, 58, 351, 111]
column-rule [230, 54, 231, 974]
article-headline: নখাপাড়ায় বঞ্চিত [389, 720, 427, 742]
article-kaj-theke [444, 758, 638, 839]
article-ekadhik [444, 668, 638, 749]
article-body: নিজস্ব প্রতিবেদক — সংশ্লিষ্ট সূত্র জানায়, এ বিষয়ে প্রশাসনের পক্ষ থেকে প্রয়োজনীয় ব্যবস্থা নেওয়া হয়েছে এবং স্থানীয় জনসাধারণের মধ্যে বিষয়টি নিয়ে ব্যাপক আলোচনা চলছে। সংশ্লিষ্ট কর্মকর্তারা জানান, দ্রুততম সময়ের মধ্যে কাজ শেষ করার লক্ষ্যে নিয়মিত তদারকি অব্যাহত রয়েছে। সংশ্লিষ্ট সূত্র জানায়, এ বিষয়ে প্রশাসনের পক্ষ থেকে প্রয়োজনীয় ব্যবস্থা নেওয়া হয়েছে এবং স্থানীয় জনসাধারণের মধ্যে বিষয়টি নিয়ে ব্যাপক আলোচনা চলছে। সংশ্লিষ্ট কর্মকর্তারা জানান, দ্রুততম সময়ের মধ্যে কাজ শেষ করার লক্ষ্যে নিয়মিত তদারকি অব্যাহত রয়েছে। [444, 773, 639, 838]
article-headline: এবার নির্বাচনে [170, 1583, 222, 1594]
article-hai-court [380, 1437, 436, 1583]
article-headline: আওয়ামী লীগের প্রার্থী [385, 875, 431, 897]
article-body: সংশ্লিষ্ট সূত্র জানায়, এ বিষয়ে প্রশাসনের পক্ষ থেকে প্রয়োজনীয় ব্যবস্থা নেওয়া হয়েছে এবং স্থানীয় জনসাধারণের মধ্যে বিষয়টি নিয়ে ব্যাপক আলোচনা চলছে। সংশ্লিষ্ট কর্মকর্তারা জানান, দ্রুততম সময়ের মধ্যে কাজ শেষ করার লক্ষ্যে নিয়মিত তদারকি অব্যাহত রয়েছে। সংশ্লিষ্ট সূত্র জানায়, এ বিষয়ে প্রশাসনের পক্ষ থেকে প্রয়োজনীয় ব্যবস্থা নেওয়া হয়েছে এবং স্থানীয় জনসাধারণের মধ্যে বিষয়টি নিয়ে ব্যাপক আলোচনা চলছে। সংশ্লিষ্ট কর্মকর্তারা জানান, দ্রুততম সময়ের মধ্যে কাজ শেষ করার লক্ষ্যে নিয়মিত তদারকি অব্যাহত রয়েছে। সংশ্লিষ্ট সূত্র জানায়, এ বিষয়ে প্রশাসনের পক্ষ থেকে প্রয়োজনীয় ব্যবস্থা নেওয়া হয়েছে এবং স্থানীয় জনসাধারণের মধ্যে বিষয়টি নিয়ে ব্যাপক আলোচনা চলছে। সংশ্লিষ্ট কর্মকর্তারা জানান, দ্রুততম সময়ের মধ্যে কাজ শেষ করার লক্ষ্যে নিয়মিত তদারকি অব্যাহত রয়েছে। সংশ্লিষ্ট সূত্র জানায়, এ বিষয়ে প্রশাসনের পক্ষ থেকে প্রয়োজনীয় ব্যবস্থা নেওয়া হয়েছে এবং স্থানীয় জনসাধারণের মধ্যে বিষয়টি নিয়ে ব্যাপক আলোচনা চলছে। সংশ্লিষ্ট কর্মকর্তারা জানান, দ্রুততম সময়ের মধ্যে কাজ শেষ করার লক্ষ্যে নিয়মিত তদারকি অব্যাহত রয়েছে। সংশ্লিষ্ট সূত্র জানায়, এ বিষয়ে প্রশাসনের পক্ষ থেকে প্রয়োজনীয় ব্যবস্থা নেওয়া হয়েছে এবং স্থানীয় জনসাধারণের মধ্যে বিষয়টি নিয়ে ব্যাপক আলোচনা চলছে। সংশ্লিষ্ট কর্মকর্তারা জানান, দ্রুততম সময়ের মধ্যে কাজ শেষ করার লক্ষ্যে নিয়মিত তদারকি অব্যাহত রয়েছে। সংশ্লিষ্ট সূত্র জানায়, এ বিষয়ে প্রশাসনের পক্ষ থেকে প্রয়োজনীয় ব্যবস্থা নেওয়া হয়েছে এবং স্থানীয় জনসাধারণের মধ্যে বিষয়টি নিয়ে ব্যাপক আলোচনা চলছে। সংশ্লিষ্ট কর্মকর্তারা জানান, দ্রুততম সময়ের মধ্যে কাজ শেষ করার লক্ষ্যে নিয়মিত তদারকি অব্যাহত রয়েছে। [444, 226, 639, 397]
